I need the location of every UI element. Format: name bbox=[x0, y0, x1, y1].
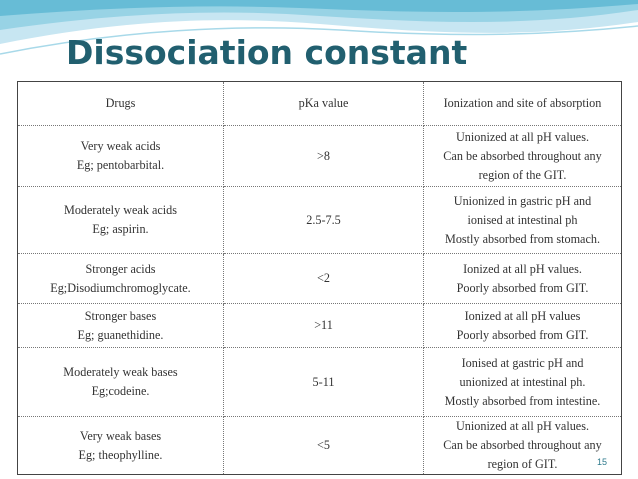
header-pka: pKa value bbox=[224, 82, 424, 126]
ionization-line: Unionized in gastric pH and bbox=[453, 193, 592, 208]
table-row bbox=[18, 417, 622, 475]
ionization-cell bbox=[424, 187, 622, 254]
pka-cell: 5-11 bbox=[224, 348, 424, 417]
ionization-line: Unionized at all pH values. bbox=[455, 419, 589, 433]
drug-example: Eg;codeine. bbox=[91, 384, 150, 398]
slide-title: Dissociation constant bbox=[66, 33, 468, 72]
drug-example: Eg; pentobarbital. bbox=[76, 158, 165, 172]
drug-class: Stronger acids bbox=[85, 261, 156, 276]
ionization-line: Can be absorbed throughout any bbox=[443, 438, 602, 452]
table-row bbox=[18, 304, 622, 348]
drug-cell bbox=[18, 417, 224, 475]
ionization-line: Poorly absorbed from GIT. bbox=[456, 327, 589, 342]
ionization-line: Mostly absorbed from intestine. bbox=[444, 393, 601, 408]
drug-example: Eg; aspirin. bbox=[92, 222, 149, 236]
header-drugs: Drugs bbox=[18, 82, 224, 126]
ionization-line: Ionized at all pH values bbox=[464, 308, 581, 323]
table-row bbox=[18, 126, 622, 187]
page-number: 15 bbox=[597, 457, 608, 467]
ionization-line: Poorly absorbed from GIT. bbox=[456, 280, 589, 295]
table-row bbox=[18, 254, 622, 304]
ionization-cell bbox=[424, 126, 622, 187]
ionization-cell bbox=[424, 417, 622, 475]
header-row bbox=[18, 82, 622, 126]
header-ionization: Ionization and site of absorption bbox=[424, 82, 622, 126]
ionization-line: ionised at intestinal ph bbox=[467, 212, 578, 227]
drug-class: Moderately weak bases bbox=[63, 365, 178, 379]
ionization-line: Ionised at gastric pH and bbox=[461, 355, 584, 370]
ionization-line: Unionized at all pH values. bbox=[455, 129, 589, 144]
ionization-line: region of GIT. bbox=[487, 457, 558, 471]
ionization-cell bbox=[424, 348, 622, 417]
dissociation-table bbox=[17, 81, 622, 475]
pka-cell: >8 bbox=[224, 126, 424, 187]
drug-class: Stronger bases bbox=[84, 308, 157, 323]
table-row bbox=[18, 187, 622, 254]
ionization-line: region of the GIT. bbox=[478, 167, 567, 182]
drug-cell bbox=[18, 254, 224, 304]
pka-cell: 2.5-7.5 bbox=[224, 187, 424, 254]
ionization-line: Mostly absorbed from stomach. bbox=[444, 231, 601, 246]
ionization-cell bbox=[424, 304, 622, 348]
drug-example: Eg;Disodiumchromoglycate. bbox=[50, 280, 191, 295]
table-row bbox=[18, 348, 622, 417]
drug-class: Very weak bases bbox=[79, 428, 162, 443]
pka-cell: <5 bbox=[224, 417, 424, 475]
drug-cell bbox=[18, 348, 224, 417]
drug-example: Eg; guanethidine. bbox=[77, 327, 164, 342]
pka-cell: >11 bbox=[224, 304, 424, 348]
drug-cell bbox=[18, 187, 224, 254]
ionization-cell bbox=[424, 254, 622, 304]
ionization-line: unionized at intestinal ph. bbox=[459, 374, 586, 389]
pka-cell: <2 bbox=[224, 254, 424, 304]
drug-example: Eg; theophylline. bbox=[78, 447, 163, 462]
drug-cell bbox=[18, 126, 224, 187]
drug-class: Moderately weak acids bbox=[63, 203, 178, 217]
ionization-line: Can be absorbed throughout any bbox=[443, 148, 602, 163]
drug-class: Very weak acids bbox=[80, 139, 161, 153]
ionization-line: Ionized at all pH values. bbox=[463, 261, 582, 276]
drug-cell bbox=[18, 304, 224, 348]
